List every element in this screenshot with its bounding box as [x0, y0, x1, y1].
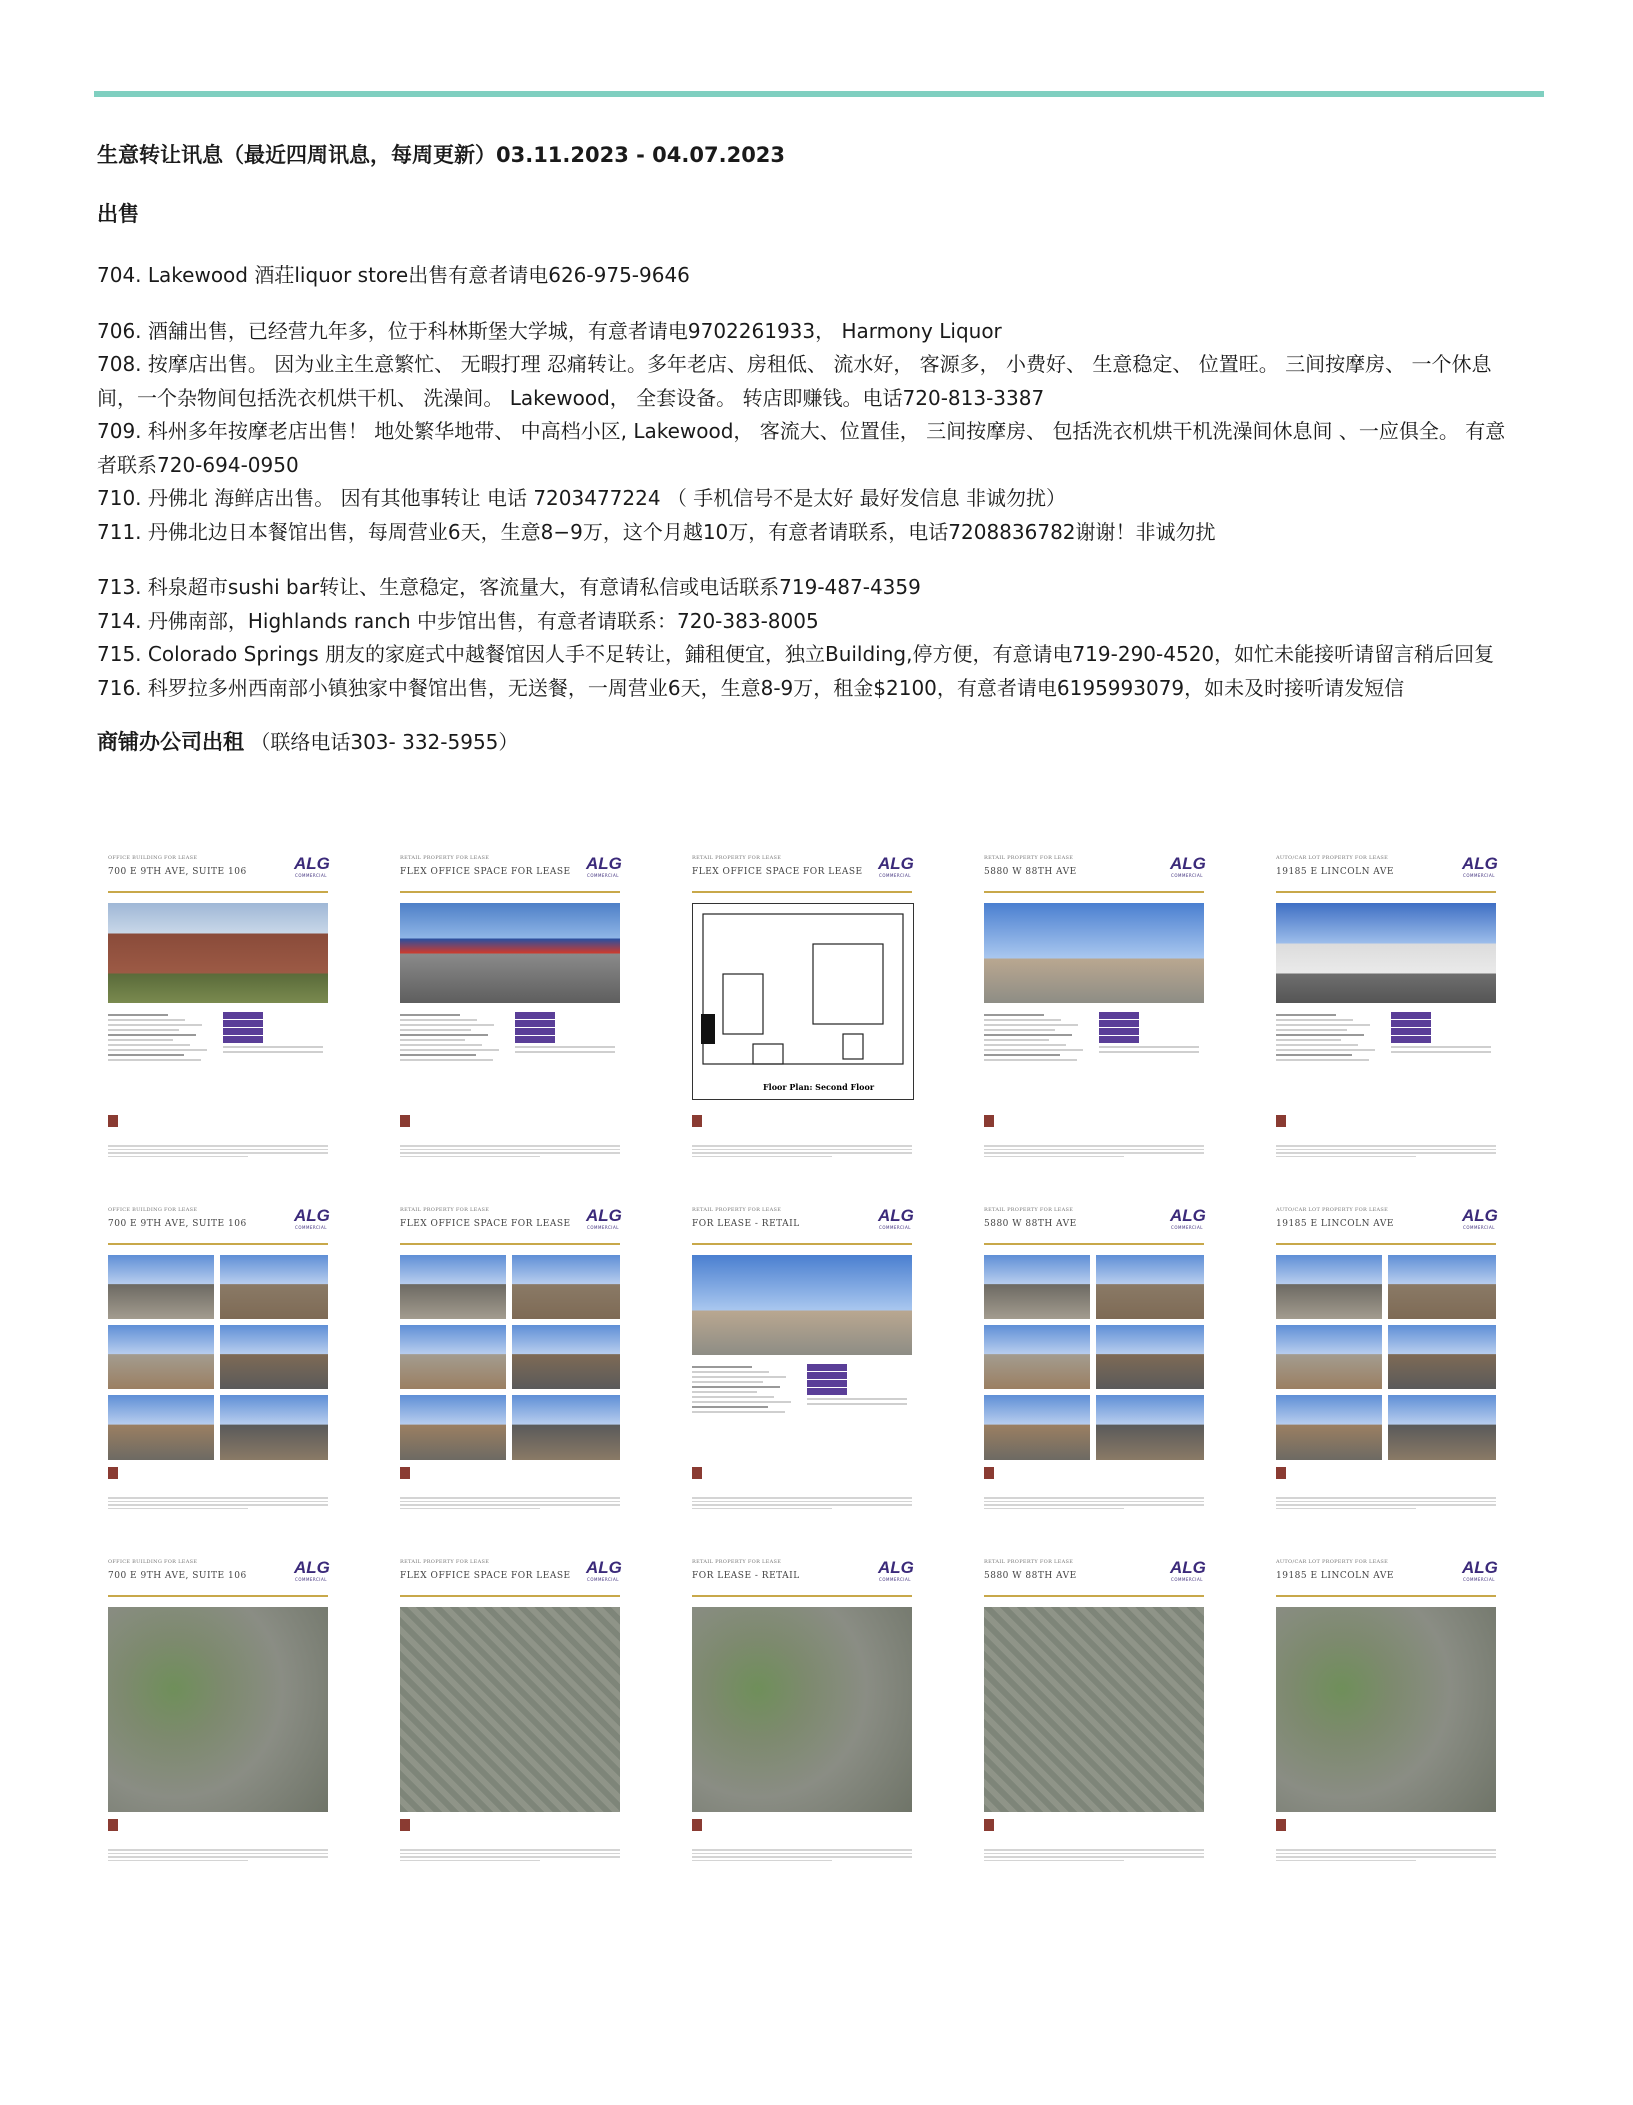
- section-lease-phone: （联络电话303- 332-5955）: [250, 730, 519, 754]
- flyer-disclaimer: [1276, 1847, 1496, 1863]
- flyer-title: 19185 E LINCOLN AVE: [1276, 1219, 1394, 1229]
- alg-logo: [586, 1207, 620, 1230]
- collage-photo: [512, 1395, 620, 1460]
- listing-709: 709. 科州多年按摩老店出售！ 地处繁华地带、 中高档小区, Lakewood， 客流大、位置佳， 三间按摩房、 包括洗衣机烘干机洗澡间休息间 、一应俱全。 有意者联系720-694-0950: [97, 419, 1506, 477]
- alg-logo-sub: COMMERCIAL: [1463, 1225, 1495, 1230]
- gold-divider: [108, 891, 328, 893]
- collage-photo: [400, 1255, 506, 1319]
- gold-divider: [1276, 1595, 1496, 1597]
- agent-avatar: [692, 1819, 702, 1831]
- flyer-thumbnail: [984, 1559, 1204, 1874]
- alg-logo-sub: COMMERCIAL: [879, 1577, 911, 1582]
- flyer-photo: [400, 1607, 620, 1812]
- flyer-kind: OFFICE BUILDING FOR LEASE: [108, 855, 198, 861]
- section-lease-heading: [97, 727, 1517, 757]
- alg-logo: [586, 855, 620, 878]
- alg-logo-sub: COMMERCIAL: [879, 1225, 911, 1230]
- flyer-photo: [400, 1255, 620, 1460]
- flyer-thumbnail: [984, 1207, 1204, 1522]
- flyer-thumbnail: [692, 855, 912, 1170]
- alg-logo-sub: COMMERCIAL: [295, 1577, 327, 1582]
- floor-plan-room: [813, 944, 883, 1024]
- flyer-description: [692, 1363, 792, 1416]
- flyer-title: 700 E 9TH AVE, SUITE 106: [108, 1571, 247, 1581]
- flyer-disclaimer: [108, 1495, 328, 1511]
- flyer-kind: OFFICE BUILDING FOR LEASE: [108, 1559, 198, 1565]
- collage-photo: [984, 1325, 1090, 1389]
- collage-photo: [220, 1255, 328, 1319]
- collage-photo: [984, 1255, 1090, 1319]
- flyer-description: [984, 1011, 1084, 1064]
- agent-avatar: [984, 1467, 994, 1479]
- flyer-photo: [400, 903, 620, 1003]
- flyer-thumbnail: [1276, 1559, 1496, 1874]
- alg-logo-sub: COMMERCIAL: [587, 1225, 619, 1230]
- flyer-thumbnail: [1276, 855, 1496, 1170]
- alg-logo-text: ALG: [294, 1558, 330, 1577]
- alg-logo-text: ALG: [1462, 1558, 1498, 1577]
- gold-divider: [400, 891, 620, 893]
- alg-logo: [294, 1559, 328, 1582]
- flyer-thumbnail: [400, 1559, 620, 1874]
- gold-divider: [984, 1243, 1204, 1245]
- agent-avatar: [1276, 1115, 1286, 1127]
- flyer-title: 19185 E LINCOLN AVE: [1276, 867, 1394, 877]
- collage-photo: [1276, 1395, 1382, 1460]
- agent-avatar: [984, 1819, 994, 1831]
- agent-avatar: [400, 1115, 410, 1127]
- alg-logo-text: ALG: [586, 854, 622, 873]
- floor-plan-room: [703, 914, 903, 1064]
- alg-logo: [294, 1207, 328, 1230]
- flyer-disclaimer: [1276, 1495, 1496, 1511]
- gold-divider: [692, 1595, 912, 1597]
- agent-avatar: [108, 1819, 118, 1831]
- listing-content: [97, 140, 1517, 757]
- listing-711: 711. 丹佛北边日本餐馆出售，每周营业6天，生意8−9万，这个月越10万，有意者请联系，电话7208836782谢谢！非诚勿扰: [97, 519, 1216, 544]
- agent-avatar: [108, 1467, 118, 1479]
- collage-photo: [1096, 1325, 1204, 1389]
- flyer-thumbnail: [692, 1559, 912, 1874]
- collage-photo: [108, 1325, 214, 1389]
- alg-logo-text: ALG: [586, 1206, 622, 1225]
- collage-photo: [1388, 1255, 1496, 1319]
- alg-logo: [1170, 855, 1204, 878]
- alg-logo-sub: COMMERCIAL: [1463, 1577, 1495, 1582]
- flyer-title: FLEX OFFICE SPACE FOR LEASE: [400, 1219, 571, 1229]
- alg-logo: [1170, 1207, 1204, 1230]
- gold-divider: [400, 1243, 620, 1245]
- flyer-title: 700 E 9TH AVE, SUITE 106: [108, 1219, 247, 1229]
- flyer-thumbnail: [108, 1207, 328, 1522]
- alg-logo-sub: COMMERCIAL: [587, 873, 619, 878]
- collage-photo: [984, 1395, 1090, 1460]
- flyer-kind: RETAIL PROPERTY FOR LEASE: [984, 1207, 1074, 1213]
- alg-logo: [1170, 1559, 1204, 1582]
- gold-divider: [984, 1595, 1204, 1597]
- flyer-title: FOR LEASE - RETAIL: [692, 1219, 800, 1229]
- floor-plan-caption: Floor Plan: Second Floor: [763, 1082, 875, 1092]
- floor-plan-room: [753, 1044, 783, 1064]
- flyer-kind: RETAIL PROPERTY FOR LEASE: [400, 855, 490, 861]
- flyer-summary-table: [807, 1363, 907, 1408]
- alg-logo-text: ALG: [1170, 1206, 1206, 1225]
- flyer-photo: [108, 903, 328, 1003]
- flyer-title: FLEX OFFICE SPACE FOR LEASE: [692, 867, 863, 877]
- alg-logo: [878, 1207, 912, 1230]
- agent-avatar: [1276, 1467, 1286, 1479]
- listing-716: 716. 科罗拉多州西南部小镇独家中餐馆出售，无送餐，一周营业6天，生意8-9万，租金$2100，有意者请电6195993079，如未及时接听请发短信: [97, 675, 1405, 700]
- flyer-title: 5880 W 88TH AVE: [984, 867, 1077, 877]
- gold-divider: [692, 1243, 912, 1245]
- flyer-photo: [984, 1255, 1204, 1460]
- flyer-photo: [692, 1255, 912, 1355]
- flyer-thumbnail: [108, 1559, 328, 1874]
- flyer-photo: [108, 1607, 328, 1812]
- flyer-photo: [984, 903, 1204, 1003]
- listing-706: 706. 酒舖出售，已经营九年多，位于科林斯堡大学城，有意者请电9702261933， Harmony Liquor: [97, 318, 1002, 343]
- alg-logo: [586, 1559, 620, 1582]
- flyer-disclaimer: [400, 1143, 620, 1159]
- alg-logo-sub: COMMERCIAL: [295, 873, 327, 878]
- alg-logo-sub: COMMERCIAL: [879, 873, 911, 878]
- flyer-disclaimer: [108, 1143, 328, 1159]
- alg-logo-text: ALG: [878, 1558, 914, 1577]
- section-sale-heading: 出售: [97, 202, 139, 226]
- flyer-kind: RETAIL PROPERTY FOR LEASE: [984, 1559, 1074, 1565]
- flyer-disclaimer: [400, 1495, 620, 1511]
- flyer-kind: RETAIL PROPERTY FOR LEASE: [400, 1207, 490, 1213]
- flyer-photo: [692, 903, 914, 1100]
- flyer-thumbnail: [692, 1207, 912, 1522]
- flyer-description: [108, 1011, 208, 1064]
- flyer-summary-table: [1099, 1011, 1199, 1056]
- floor-plan-room: [723, 974, 763, 1034]
- flyer-photo: [1276, 1607, 1496, 1812]
- collage-photo: [108, 1255, 214, 1319]
- alg-logo: [1462, 855, 1496, 878]
- flyer-photo: [108, 1255, 328, 1460]
- collage-photo: [108, 1395, 214, 1460]
- agent-avatar: [400, 1819, 410, 1831]
- section-lease-title: 商铺办公司出租: [97, 730, 244, 754]
- collage-photo: [512, 1255, 620, 1319]
- flyer-title: FLEX OFFICE SPACE FOR LEASE: [400, 1571, 571, 1581]
- agent-avatar: [400, 1467, 410, 1479]
- alg-logo-text: ALG: [878, 1206, 914, 1225]
- gold-divider: [400, 1595, 620, 1597]
- flyer-kind: OFFICE BUILDING FOR LEASE: [108, 1207, 198, 1213]
- flyer-kind: RETAIL PROPERTY FOR LEASE: [984, 855, 1074, 861]
- flyer-title: FOR LEASE - RETAIL: [692, 1571, 800, 1581]
- flyer-title: 700 E 9TH AVE, SUITE 106: [108, 867, 247, 877]
- flyer-photo: [692, 1607, 912, 1812]
- alg-logo: [1462, 1207, 1496, 1230]
- alg-logo-text: ALG: [1170, 854, 1206, 873]
- agent-avatar: [108, 1115, 118, 1127]
- flyer-thumbnail: [400, 1207, 620, 1522]
- flyer-kind: AUTO/CAR LOT PROPERTY FOR LEASE: [1276, 1559, 1389, 1565]
- flyer-disclaimer: [984, 1847, 1204, 1863]
- alg-logo-sub: COMMERCIAL: [1171, 1577, 1203, 1582]
- flyer-disclaimer: [984, 1143, 1204, 1159]
- alg-logo-sub: COMMERCIAL: [587, 1577, 619, 1582]
- alg-logo-sub: COMMERCIAL: [1171, 1225, 1203, 1230]
- alg-logo-sub: COMMERCIAL: [1463, 873, 1495, 878]
- flyer-disclaimer: [108, 1847, 328, 1863]
- flyer-thumbnail: [108, 855, 328, 1170]
- alg-logo-sub: COMMERCIAL: [1171, 873, 1203, 878]
- agent-avatar: [692, 1115, 702, 1127]
- flyer-disclaimer: [692, 1847, 912, 1863]
- flyer-title: 5880 W 88TH AVE: [984, 1571, 1077, 1581]
- gold-divider: [692, 891, 912, 893]
- collage-photo: [1276, 1255, 1382, 1319]
- agent-avatar: [984, 1115, 994, 1127]
- floor-plan-drawing: [693, 904, 913, 1099]
- collage-photo: [1388, 1325, 1496, 1389]
- collage-photo: [400, 1325, 506, 1389]
- agent-avatar: [1276, 1819, 1286, 1831]
- flyer-summary-table: [1391, 1011, 1491, 1056]
- flyer-thumbnail: [400, 855, 620, 1170]
- alg-logo-sub: COMMERCIAL: [295, 1225, 327, 1230]
- collage-photo: [220, 1395, 328, 1460]
- flyer-disclaimer: [400, 1847, 620, 1863]
- flyer-summary-table: [223, 1011, 323, 1056]
- flyer-photo: [1276, 1255, 1496, 1460]
- top-divider: [94, 91, 1544, 97]
- alg-logo: [294, 855, 328, 878]
- listing-704: 704. Lakewood 酒荘liquor store出售有意者请电626-975-9646: [97, 263, 690, 287]
- collage-photo: [400, 1395, 506, 1460]
- alg-logo: [878, 855, 912, 878]
- flyer-kind: AUTO/CAR LOT PROPERTY FOR LEASE: [1276, 855, 1389, 861]
- flyer-thumbnail: [984, 855, 1204, 1170]
- flyer-disclaimer: [692, 1143, 912, 1159]
- flyer-thumbnail: [1276, 1207, 1496, 1522]
- alg-logo-text: ALG: [586, 1558, 622, 1577]
- flyer-title: FLEX OFFICE SPACE FOR LEASE: [400, 867, 571, 877]
- collage-photo: [1096, 1395, 1204, 1460]
- alg-logo-text: ALG: [294, 1206, 330, 1225]
- collage-photo: [1388, 1395, 1496, 1460]
- collage-photo: [1276, 1325, 1382, 1389]
- alg-logo-text: ALG: [1170, 1558, 1206, 1577]
- alg-logo-text: ALG: [1462, 854, 1498, 873]
- flyer-photo: [984, 1607, 1204, 1812]
- collage-photo: [1096, 1255, 1204, 1319]
- gold-divider: [984, 891, 1204, 893]
- flyer-photo: [1276, 903, 1496, 1003]
- flyer-title: 19185 E LINCOLN AVE: [1276, 1571, 1394, 1581]
- gold-divider: [108, 1595, 328, 1597]
- flyer-title: 5880 W 88TH AVE: [984, 1219, 1077, 1229]
- flyer-summary-table: [515, 1011, 615, 1056]
- listing-715: 715. Colorado Springs 朋友的家庭式中越餐馆因人手不足转让，鋪租便宜，独立Building,停方便，有意请电719-290-4520，如忙未能接听请留言稍后回复: [97, 642, 1495, 666]
- alg-logo-text: ALG: [294, 854, 330, 873]
- collage-photo: [512, 1325, 620, 1389]
- flyer-disclaimer: [984, 1495, 1204, 1511]
- gold-divider: [108, 1243, 328, 1245]
- floor-plan-stairs: [701, 1014, 715, 1044]
- gold-divider: [1276, 891, 1496, 893]
- flyer-kind: RETAIL PROPERTY FOR LEASE: [400, 1559, 490, 1565]
- flyer-kind: RETAIL PROPERTY FOR LEASE: [692, 1559, 782, 1565]
- collage-photo: [220, 1325, 328, 1389]
- listing-713: 713. 科泉超市sushi bar转让、生意稳定，客流量大，有意请私信或电话联系719-487-4359: [97, 575, 921, 599]
- alg-logo-text: ALG: [1462, 1206, 1498, 1225]
- flyer-description: [1276, 1011, 1376, 1064]
- alg-logo-text: ALG: [878, 854, 914, 873]
- gold-divider: [1276, 1243, 1496, 1245]
- flyer-description: [400, 1011, 500, 1064]
- alg-logo: [878, 1559, 912, 1582]
- page-title: 生意转让讯息（最近四周讯息，每周更新）03.11.2023 - 04.07.2023: [97, 143, 786, 167]
- listing-710: 710. 丹佛北 海鲜店出售。 因有其他事转让 电话 7203477224 （ 手机信号不是太好 最好发信息 非诚勿扰）: [97, 486, 1066, 510]
- alg-logo: [1462, 1559, 1496, 1582]
- floor-plan-room: [843, 1034, 863, 1059]
- listing-708: 708. 按摩店出售。 因为业主生意繁忙、 无暇打理 忍痛转让。多年老店、房租低、 流水好， 客源多， 小费好、 生意稳定、 位置旺。 三间按摩房、 一个休息间，一个杂物间包括洗衣机烘干机、 洗澡间。 Lakewood， 全套设备。 转店即赚钱。电话720-813-3387: [97, 352, 1492, 410]
- flyer-kind: RETAIL PROPERTY FOR LEASE: [692, 855, 782, 861]
- flyer-disclaimer: [692, 1495, 912, 1511]
- flyer-kind: AUTO/CAR LOT PROPERTY FOR LEASE: [1276, 1207, 1389, 1213]
- flyer-disclaimer: [1276, 1143, 1496, 1159]
- agent-avatar: [692, 1467, 702, 1479]
- flyer-kind: RETAIL PROPERTY FOR LEASE: [692, 1207, 782, 1213]
- listing-714: 714. 丹佛南部，Highlands ranch 中步馆出售，有意者请联系：720-383-8005: [97, 608, 819, 633]
